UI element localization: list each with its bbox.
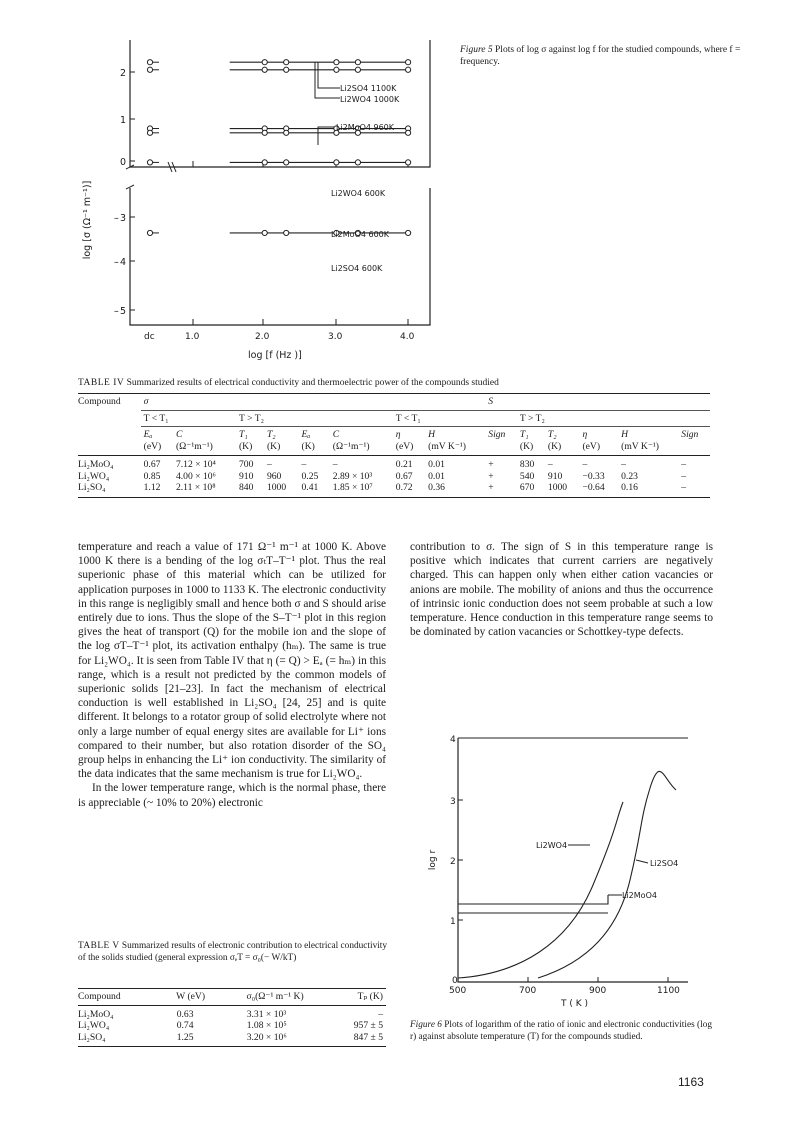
t5-header-row — [78, 991, 386, 1003]
t4-sub-symbol: T₂ — [547, 429, 557, 440]
t5-cell-compound: Li₂MoO₄ — [78, 1008, 114, 1020]
t4-sub-unit: (Ω⁻¹m⁻¹) — [175, 440, 213, 452]
t4-cell: 910 — [238, 470, 254, 482]
table-4: Compound σ S T < T₁ T > T₂ T < T₁ T > T₂ Eₐ C T₁ T₂ Eₐ C η H Sign T₁ T₂ η H Sign (eV) (Ω⁻¹m⁻¹) (K) (K) (K) (Ω⁻¹m⁻¹) (eV) (mV K⁻¹) (K) (K) (eV) (mV K⁻¹) Li₂MoO₄ 0.67 7.12 × 10⁴ 700 – – – 0.21 0.01 + 830 – – – – Li₂WO₄ 0.85 4.00 × 10⁶ 910 960 0.25 2.89 × 10³ 0.67 0.01 + 540 910 −0.33 0.23 – Li₂SO₄ 1.12 2.11 × 10⁸ 840 1000 0.41 1.85 × 10⁷ 0.72 0.36 + 670 1000 −0.64 0.16 – — [78, 393, 710, 498]
t4-cell: 2.11 × 10⁸ — [175, 482, 216, 493]
t4-cell: – — [547, 459, 553, 470]
t4-sub-symbol: T₁ — [238, 429, 248, 440]
table-row — [78, 1032, 386, 1044]
t4-cell: 0.25 — [301, 470, 319, 482]
t4-sub-symbol: T₂ — [266, 429, 276, 440]
fig5-point-li2so4-1100k — [284, 60, 289, 65]
t5-cell-compound: Li₂SO₄ — [78, 1031, 106, 1043]
t4-cell: 0.36 — [428, 482, 445, 493]
t4-sub-unit — [485, 441, 517, 453]
fig5-point-li2so4-1100k — [334, 60, 339, 65]
t4-subheader-units — [78, 441, 710, 453]
t4-cell: – — [332, 459, 338, 470]
fig6-ytick-0: 0 — [452, 976, 458, 986]
page-number: 1163 — [678, 1075, 704, 1089]
t4-cell: 670 — [519, 482, 535, 493]
t4-sub-unit: (eV) — [582, 440, 601, 452]
t4-sub-symbol: C — [175, 429, 183, 440]
t5-cell: 3.31 × 10³ — [246, 1008, 287, 1020]
t4-cell: 0.16 — [621, 482, 638, 493]
fig6-xtick-1100: 1100 — [657, 986, 680, 996]
t4-cell: 1000 — [266, 482, 287, 493]
fig6-ytick-4: 4 — [450, 735, 456, 745]
fig5-point-li2wo4-600k — [284, 230, 289, 235]
t5-cell: 1.25 — [176, 1031, 194, 1043]
fig5-point-li2so4-600k — [262, 130, 267, 135]
t5-header-cell: Compound — [78, 991, 121, 1002]
t4-sub-unit: (Ω⁻¹m⁻¹) — [332, 440, 370, 452]
t4-sub-symbol: Sign — [488, 429, 506, 440]
t4-cell: – — [621, 459, 626, 470]
fig6-curve-li2moo4 — [458, 895, 608, 913]
fig5-ytick-neg5: 5 — [120, 306, 127, 317]
table-row — [78, 1009, 386, 1021]
t4-cell: 1.85 × 10⁷ — [332, 482, 373, 493]
fig5-point-li2moo4-600k — [355, 160, 360, 165]
t4-cell: – — [681, 482, 687, 493]
fig5-point-li2wo4-1000k — [355, 67, 360, 72]
svg-text:–: – — [114, 306, 119, 317]
fig5-label-li2so4-1100k: Li2SO4 1100K — [340, 84, 397, 93]
t5-cell: 847 ± 5 — [353, 1031, 383, 1043]
fig5-point-li2moo4-600k — [284, 160, 289, 165]
t5-cell-compound: Li₂WO₄ — [78, 1020, 110, 1031]
fig5-label-li2wo4-600k: Li2WO4 600K — [331, 189, 386, 198]
fig5-point-li2moo4-600k — [147, 160, 152, 165]
t4-cell: 1.12 — [143, 482, 161, 493]
t4-cell: + — [488, 470, 494, 482]
fig5-point-li2moo4-600k — [334, 160, 339, 165]
t4-cell: 540 — [519, 470, 535, 482]
fig5-ytick-1: 1 — [120, 115, 127, 126]
fig5-label-li2so4-600k: Li2SO4 600K — [331, 264, 383, 273]
t4-sub-unit: (mV K⁻¹) — [621, 440, 659, 452]
t4-sub-symbol: η — [582, 429, 588, 440]
fig5-caption-label: Figure 5 — [460, 45, 493, 55]
table-row — [78, 471, 710, 483]
fig5-ytick-neg3: 3 — [120, 213, 127, 224]
t4-cell: 830 — [519, 459, 535, 470]
table-5 — [78, 988, 386, 1047]
fig5-point-li2wo4-600k — [262, 230, 267, 235]
fig5-point-li2wo4-1000k — [262, 67, 267, 72]
t4-sub-symbol: H — [621, 429, 629, 440]
figure-6-plot — [418, 730, 718, 1012]
fig5-caption-text: Plots of log σ against log f for the studied compounds, where f = frequency. — [460, 45, 741, 67]
right-column-text — [410, 540, 713, 639]
table-4-title: TABLE IV Summarized results of electrical conductivity and thermoelectric power of the compounds studied — [78, 378, 499, 388]
t4-sub-unit — [678, 441, 710, 453]
t4-sub-unit: (K) — [238, 440, 253, 452]
fig6-xtick-900: 900 — [589, 986, 607, 996]
t4-cell: 0.41 — [301, 482, 319, 493]
t5-cell: – — [378, 1008, 383, 1020]
fig5-ytick-3: – — [114, 213, 119, 224]
t4-sub-symbol: H — [428, 429, 436, 440]
t4-cell-compound: Li₂MoO₄ — [78, 459, 114, 470]
left-paragraph-1: temperature and reach a value of 171 Ω⁻¹ m⁻¹ at 1000 K. Above 1000 K there is a bending of the log σₜT–T⁻¹ plot. Thus the real superionic phase of this material which can be utilized for application purposes in 1000 to 1133 K. The electronic conductivity in this range is negligibly small and hence both σ and S should arise entirely due to ions. Thus the slope of the S–T⁻¹ plot in this region gives the heat of transport (Q) for the mobile ion and the slope of the log σT–T⁻¹ plot, its activation enthalpy (hₘ). The same is true for Li₂WO₄. It is seen from Table IV that η (= Q) > Eₐ (= hₘ) in this range, which is a result not predicted by the common models of superionic solids [21–23]. In fact the mechanism of electrical conduction is well established in Li₂SO₄ [24, 25] and is quite different. It belongs to a rotator group of solid electrolyte where not only a large number of equal energy sites are available for Li⁺ ions compared to their number, but also rotation disorder of the SO₄ group helps in enhancing the Li⁺ ion conductivity. The similarity of the data indicates that the same mechanism is true for Li₂WO₄. — [78, 541, 386, 781]
fig5-point-li2so4-1100k — [147, 60, 152, 65]
left-column-text — [78, 540, 386, 810]
t4-sub-symbol: Sign — [681, 429, 699, 440]
fig6-caption-text: Plots of logarithm of the ratio of ionic and electronic conductivities (log r) against absolute temperature (T) for the compounds studied. — [410, 1020, 712, 1042]
fig5-xtick-2: 2.0 — [255, 332, 270, 342]
t4-subheader-symbols — [78, 429, 710, 441]
t4-sub-unit: (eV) — [395, 440, 414, 452]
t4-sub-unit: (mV K⁻¹) — [428, 440, 466, 452]
t4-cell: 1000 — [547, 482, 568, 493]
t5-header-cell: σ₀(Ω⁻¹ m⁻¹ K) — [246, 991, 304, 1002]
fig5-label-li2moo4-600k: Li2MoO4 600K — [331, 230, 390, 239]
figure-6-caption — [410, 1020, 715, 1043]
fig5-ytick-neg4: 4 — [120, 257, 127, 268]
t4-cell: – — [266, 459, 272, 470]
t4-cell: 2.89 × 10³ — [332, 470, 373, 482]
t4-cell: 0.01 — [428, 459, 445, 470]
fig5-point-li2moo4-600k — [406, 160, 411, 165]
fig5-point-li2wo4-1000k — [334, 67, 339, 72]
right-paragraph-1: contribution to σ. The sign of S in this temperature range is positive which indicates that current carriers are negatively charged. This can happen only when either cation vacancies or anions are mobile. The mobility of anions and thus the occurrence of intrinsic ionic conduction does not seem probable at such a low temperature. Hence conduction in this temperature range seems to be dominated by cation vacancies or Schottkey-type defects. — [410, 541, 713, 639]
fig5-xtick-dc: dc — [144, 332, 155, 342]
t4-cell-compound: Li₂SO₄ — [78, 482, 106, 493]
t4-cell: 960 — [266, 470, 282, 482]
t4-cell: 700 — [238, 459, 254, 470]
fig5-point-li2wo4-600k — [147, 230, 152, 235]
t4-cell: + — [488, 459, 494, 470]
t4-sub-symbol: Eₐ — [143, 429, 153, 440]
t4-sub-symbol: Eₐ — [301, 429, 311, 440]
t4-cell: – — [582, 459, 588, 470]
t4-cell: −0.64 — [582, 482, 605, 493]
fig5-point-li2so4-600k — [284, 130, 289, 135]
fig5-ylabel: log [σ (Ω⁻¹ m⁻¹)] — [82, 180, 93, 260]
t4-sub-unit: (K) — [519, 440, 534, 452]
t4-cell: 0.01 — [428, 470, 445, 482]
t4-sub-symbol: C — [332, 429, 340, 440]
fig5-label-li2wo4-1000k: Li2WO4 1000K — [340, 95, 400, 104]
t4-sub-unit: (K) — [266, 440, 281, 452]
t4-sub-unit: (eV) — [143, 440, 162, 452]
fig5-point-li2moo4-600k — [262, 160, 267, 165]
t5-cell: 0.74 — [176, 1020, 194, 1031]
t4-cell: 840 — [238, 482, 254, 493]
fig6-xtick-500: 500 — [449, 986, 467, 996]
t4-cell: 0.67 — [143, 459, 161, 470]
fig5-point-li2so4-1100k — [262, 60, 267, 65]
fig6-label-li2wo4: Li2WO4 — [536, 841, 568, 850]
fig5-label-li2moo4-960k: Li2MoO4 960K — [336, 123, 395, 132]
t4-h-compound: Compound — [78, 396, 121, 407]
t4-cell: – — [301, 459, 307, 470]
t4-cell: −0.33 — [582, 470, 605, 482]
table-row — [78, 1020, 386, 1032]
fig6-ylabel: log r — [428, 849, 438, 871]
figure-5-caption — [460, 44, 750, 68]
fig5-ytick-0: 0 — [120, 157, 127, 168]
t5-cell: 3.20 × 10⁶ — [246, 1031, 287, 1043]
t4-sub-unit: (K) — [547, 440, 562, 452]
t4-cell: 910 — [547, 470, 563, 482]
fig6-ytick-2: 2 — [450, 857, 456, 867]
fig5-point-li2wo4-1000k — [284, 67, 289, 72]
fig5-xtick-4: 4.0 — [400, 332, 415, 342]
fig6-curve-li2wo4 — [458, 802, 623, 978]
t5-cell: 957 ± 5 — [353, 1020, 383, 1031]
t5-cell: 0.63 — [176, 1008, 194, 1020]
fig5-xtick-3: 3.0 — [328, 332, 343, 342]
figure-5-plot — [78, 30, 450, 372]
t4-cell: 0.23 — [621, 470, 638, 482]
t4-cell: 0.67 — [395, 470, 413, 482]
fig5-point-li2wo4-1000k — [147, 67, 152, 72]
t5-cell: 1.08 × 10⁵ — [246, 1020, 287, 1031]
fig6-label-li2so4: Li2SO4 — [650, 859, 679, 868]
fig6-ytick-1: 1 — [450, 917, 456, 927]
fig5-point-li2so4-1100k — [355, 60, 360, 65]
t5-header-cell: Tₚ (K) — [357, 991, 383, 1002]
fig6-xlabel: T ( K ) — [561, 999, 589, 1009]
fig5-point-li2wo4-1000k — [406, 67, 411, 72]
t4-cell: 4.00 × 10⁶ — [175, 470, 216, 482]
fig5-point-li2so4-1100k — [406, 60, 411, 65]
fig5-xlabel: log [f (Hz )] — [248, 350, 302, 361]
t4-cell: 0.72 — [395, 482, 413, 493]
t5-header-cell: W (eV) — [176, 991, 206, 1002]
fig5-point-li2so4-600k — [147, 130, 152, 135]
t4-cell: – — [681, 459, 687, 470]
fig5-xtick-1: 1.0 — [185, 332, 200, 342]
fig6-label-li2moo4: Li2MoO4 — [622, 891, 657, 900]
t4-cell: – — [681, 470, 687, 482]
table-row — [78, 459, 710, 471]
table-row — [78, 482, 710, 494]
t4-sub-unit: (K) — [301, 440, 315, 452]
fig5-point-li2so4-600k — [406, 130, 411, 135]
fig6-xtick-700: 700 — [519, 986, 537, 996]
fig6-ytick-3: 3 — [450, 797, 456, 807]
t4-cell: + — [488, 482, 494, 493]
t4-cell: 7.12 × 10⁴ — [175, 459, 216, 470]
fig5-point-li2wo4-600k — [406, 230, 411, 235]
t4-sub-symbol: T₁ — [519, 429, 529, 440]
table-5-title: TABLE V Summarized results of electronic contribution to electrical conductivity of the solids studied (general expression σₑT = σ₀(− W/kT) — [78, 941, 388, 963]
svg-text:–: – — [114, 257, 119, 268]
fig6-curve-li2so4 — [538, 771, 679, 978]
t4-cell-compound: Li₂WO₄ — [78, 470, 110, 482]
t4-cell: 0.21 — [395, 459, 413, 470]
t4-cell: 0.85 — [143, 470, 161, 482]
fig5-ytick-2: 2 — [120, 68, 127, 79]
fig6-caption-label: Figure 6 — [410, 1020, 442, 1030]
t4-sub-symbol: η — [395, 429, 401, 440]
left-paragraph-2: In the lower temperature range, which is the normal phase, there is appreciable (~ 10% to 20%) electronic — [78, 782, 386, 809]
